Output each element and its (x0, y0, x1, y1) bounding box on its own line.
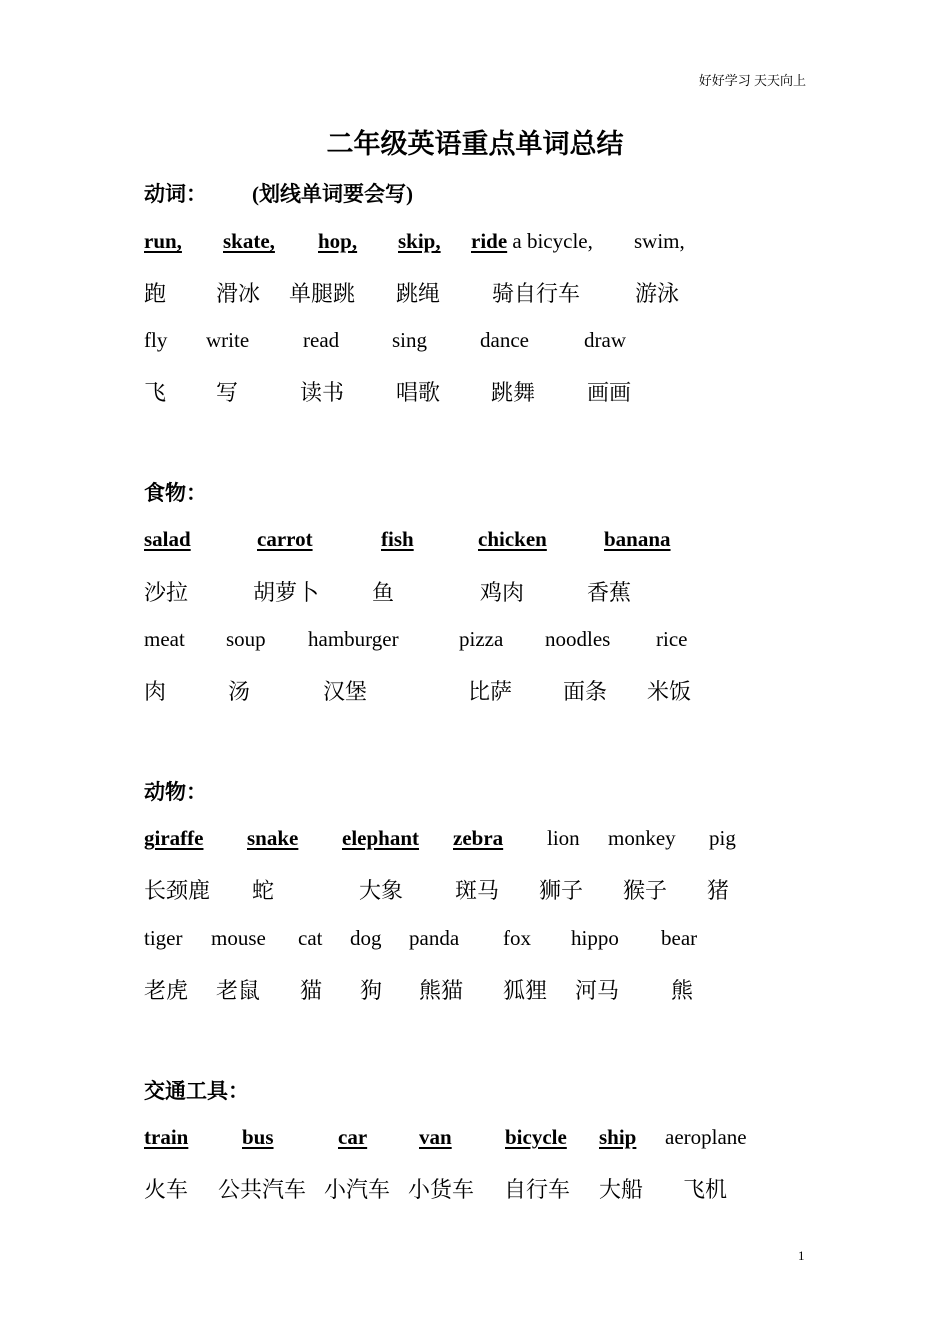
word-zh: 写 (216, 380, 239, 405)
word-zh: 米饭 (647, 679, 692, 704)
word-zh: 飞 (144, 380, 167, 405)
page-number: 1 (798, 1248, 805, 1263)
word-zh: 熊猫 (419, 978, 464, 1003)
word-zh: 大船 (599, 1177, 644, 1202)
word-zh: 单腿跳 (289, 281, 356, 306)
word-en: giraffe (144, 826, 204, 850)
word-en: skate, (223, 229, 275, 253)
word-en: hippo (571, 926, 619, 950)
word-zh: 跳绳 (396, 281, 441, 306)
section-heading-food: 食物： (144, 481, 207, 505)
word-en: cat (298, 926, 323, 950)
word-en: van (419, 1125, 452, 1149)
section-heading-verbs: 动词： (144, 182, 207, 206)
word-zh: 读书 (300, 380, 345, 405)
word-zh: 熊 (671, 978, 694, 1003)
word-en: salad (144, 527, 191, 551)
word-zh: 大象 (359, 878, 404, 903)
word-en: lion (547, 826, 580, 850)
word-zh: 飞机 (683, 1177, 728, 1202)
word-en: carrot (257, 527, 313, 551)
word-en-phrase (471, 229, 593, 254)
page-title: 二年级英语重点单词总结 (326, 129, 624, 159)
word-zh: 河马 (575, 978, 620, 1003)
word-zh: 小货车 (408, 1177, 475, 1202)
word-en: swim, (634, 229, 685, 253)
word-en: meat (144, 627, 185, 651)
word-zh: 蛇 (252, 878, 275, 903)
word-en: rice (656, 627, 688, 651)
word-en: train (144, 1125, 189, 1149)
word-zh: 猫 (300, 978, 323, 1003)
word-en: ship (599, 1125, 637, 1149)
word-zh: 沙拉 (144, 580, 189, 605)
word-zh: 猴子 (623, 878, 668, 903)
word-en: tiger (144, 926, 183, 950)
word-en: panda (409, 926, 460, 950)
word-en: hamburger (308, 627, 399, 651)
section-heading-transport: 交通工具： (144, 1079, 249, 1103)
word-zh: 猪 (707, 878, 730, 903)
word-en: write (206, 328, 250, 352)
word-en: bicycle (505, 1125, 567, 1149)
word-en: sing (392, 328, 428, 352)
word-zh: 狮子 (539, 878, 584, 903)
word-zh: 狐狸 (503, 978, 548, 1003)
word-zh: 骑自行车 (492, 281, 581, 306)
word-en: fly (144, 328, 168, 352)
word-zh: 跑 (144, 281, 167, 306)
word-en: car (338, 1125, 368, 1149)
word-zh: 画画 (587, 380, 632, 405)
word-zh: 面条 (563, 679, 608, 704)
page-header: 好好学习 天天向上 (698, 73, 806, 88)
word-zh: 唱歌 (396, 380, 441, 405)
section-note-verbs: (划线单词要会写) (252, 182, 413, 206)
word-en: draw (584, 328, 626, 352)
word-zh: 狗 (360, 978, 383, 1003)
word-en: zebra (453, 826, 504, 850)
word-zh: 比萨 (468, 679, 513, 704)
word-en: pig (709, 826, 736, 850)
section-heading-animals: 动物： (144, 780, 207, 804)
word-zh: 自行车 (504, 1177, 571, 1202)
word-zh: 汉堡 (323, 679, 368, 704)
word-en: elephant (342, 826, 420, 850)
word-en: run, (144, 229, 182, 253)
word-en: hop, (318, 229, 358, 253)
word-en: bus (242, 1125, 274, 1149)
word-zh: 汤 (228, 679, 251, 704)
word-zh: 鱼 (372, 580, 395, 605)
word-zh: 老鼠 (216, 978, 261, 1003)
word-zh: 游泳 (635, 281, 680, 306)
word-zh: 小汽车 (324, 1177, 391, 1202)
word-zh: 滑冰 (216, 281, 261, 306)
word-en: bear (661, 926, 698, 950)
word-zh: 公共汽车 (218, 1177, 307, 1202)
word-zh: 肉 (144, 679, 167, 704)
word-en: read (303, 328, 340, 352)
word-en: fish (381, 527, 414, 551)
word-zh: 胡萝卜 (253, 580, 320, 605)
word-en: aeroplane (665, 1125, 747, 1149)
word-zh: 跳舞 (491, 380, 536, 405)
word-zh: 香蕉 (587, 580, 632, 605)
word-en: mouse (211, 926, 266, 950)
word-zh: 长颈鹿 (144, 878, 211, 903)
word-en: skip, (398, 229, 441, 253)
word-en: fox (503, 926, 531, 950)
word-en: banana (604, 527, 671, 551)
word-zh: 鸡肉 (480, 580, 525, 605)
word-en: dog (350, 926, 382, 950)
word-en: pizza (459, 627, 504, 651)
word-en: dance (480, 328, 529, 352)
word-en-suffix: a bicycle, (507, 229, 593, 253)
word-zh: 斑马 (455, 878, 500, 903)
word-zh: 老虎 (144, 978, 189, 1003)
word-en: chicken (478, 527, 547, 551)
word-en: snake (247, 826, 299, 850)
word-en: ride (471, 229, 508, 253)
word-zh: 火车 (144, 1177, 189, 1202)
word-en: monkey (608, 826, 676, 850)
word-en: soup (226, 627, 266, 651)
word-en: noodles (545, 627, 611, 651)
